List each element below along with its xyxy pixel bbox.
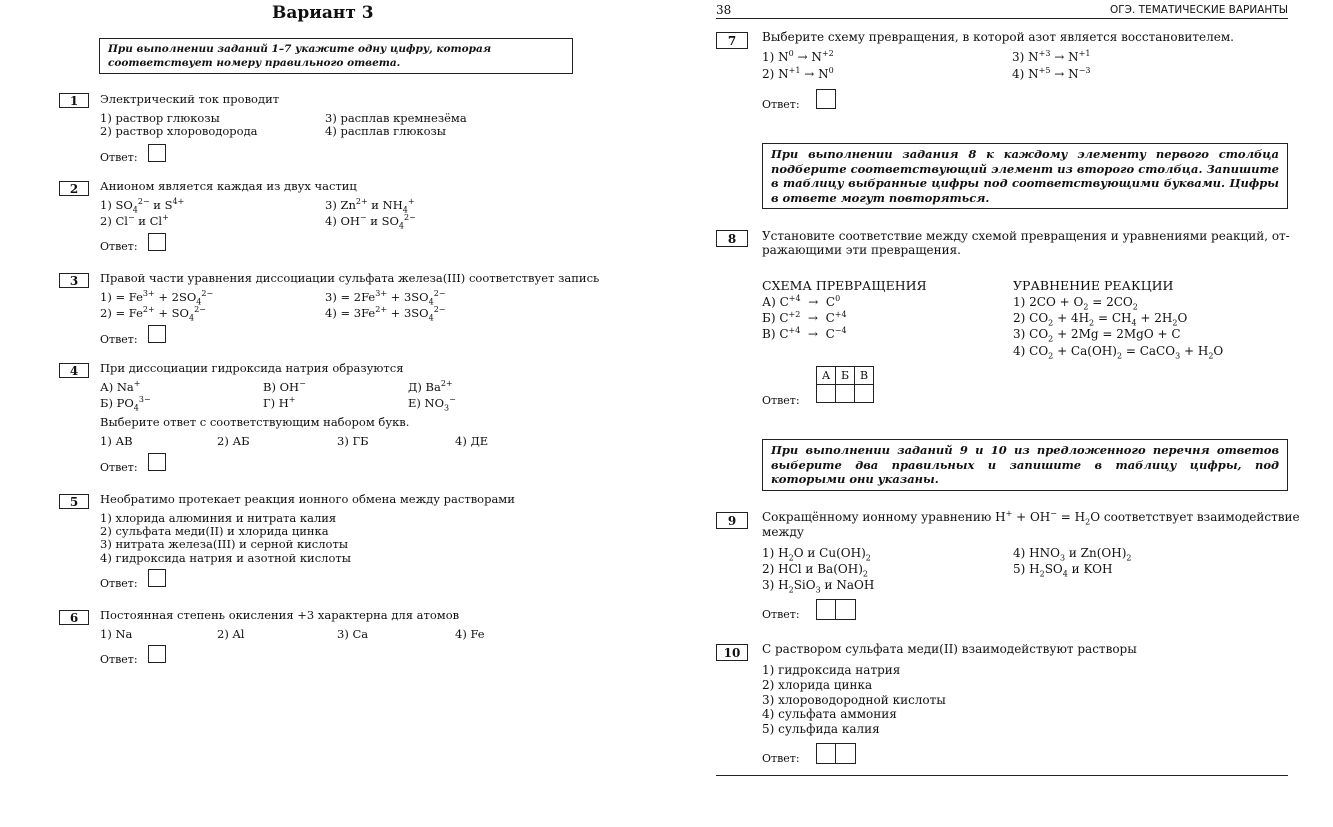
page-number: 38 [716,3,732,17]
q3-option-4: $4) = 3Fe^{2+} + 3SO_4^{2-}$ [325,305,446,323]
q8-scheme-a: А) $C^{+4} \to C^0$ [762,294,841,309]
q7-option-1: 1) $N^0 \to N^{+2}$ [762,49,834,64]
question-8-text-line2: ражающими эти превращения. [762,243,961,257]
instruction-box: При выполнении заданий 1–7 укажите одну цифру, которая соответствует номеру правильного ответа. [99,38,573,74]
right-page [666,0,1333,827]
q5-option-1: 1) хлорида алюминия и нитрата калия [100,511,337,525]
q2-option-1: 1) $SO_4^{2-}$ и $S^{4+}$ [100,197,185,215]
q6-option-3: 3) Ca [337,627,369,641]
q1-option-4: 4) расплав глюкозы [325,124,446,138]
q8-answer-cell-v[interactable] [855,385,874,403]
q8-answer-cell-b[interactable] [836,385,855,403]
q8-letter-a: А [817,367,836,385]
q4-ion-g: Г) H+ [263,395,296,410]
q7-option-2: 2) $N^{+1} \to N^0$ [762,66,834,81]
q2-answer-box[interactable] [148,233,166,251]
q7-answer-box[interactable] [816,89,836,109]
q1-option-1: 1) раствор глюкозы [100,111,220,125]
q9-option-3: 3) $H_2SiO_3$ и NaOH [762,578,875,595]
instruction-9-10-box: При выполнении заданий 9 и 10 из предложенного перечня ответов выберите два правильных и запишите в таблицу цифры, под которыми они указаны. [762,439,1288,491]
q10-answer-grid[interactable] [816,743,856,764]
question-number-3: 3 [59,273,89,288]
question-number-1: 1 [59,93,89,108]
q6-answer-label: Ответ: [100,653,138,666]
question-9-text: Сокращённому ионному уравнению $H^+ + OH^- = H_2O$ соответствует взаимодействие [762,509,1300,527]
q9-option-1: 1) $H_2O$ и $Cu(OH)_2$ [762,546,871,563]
q4-choice-2: 2) АБ [217,434,250,448]
instruction-8-box: При выполнении задания 8 к каждому элементу первого столбца подберите соответствующий элемент из второго столбца. Запишите в таблицу выбранные цифры под соответствующими буквами. Цифры в ответе могут повторяться. [762,143,1288,209]
q5-answer-box[interactable] [148,569,166,587]
q7-answer-label: Ответ: [762,98,800,111]
q5-option-3: 3) нитрата железа(III) и серной кислоты [100,537,348,551]
q8-column-2-header: УРАВНЕНИЕ РЕАКЦИИ [1013,278,1174,293]
q1-option-3: 3) расплав кремнезёма [325,111,467,125]
question-number-9: 9 [716,512,748,529]
question-8-text-line1: Установите соответствие между схемой превращения и уравнениями реакций, от- [762,229,1290,243]
q6-option-1: 1) Na [100,627,133,641]
question-7-text: Выберите схему превращения, в которой азот является восстановителем. [762,30,1234,44]
q1-option-2: 2) раствор хлороводорода [100,124,258,138]
q10-answer-label: Ответ: [762,752,800,765]
running-head: ОГЭ. ТЕМАТИЧЕСКИЕ ВАРИАНТЫ [1109,4,1288,16]
q1-answer-label: Ответ: [100,151,138,164]
q4-ion-d: Д) $Ba^{2+}$ [408,379,453,394]
question-number-6: 6 [59,610,89,625]
q9-answer-label: Ответ: [762,608,800,621]
q8-equation-1: 1) $2CO + O_2 = 2CO_2$ [1013,295,1138,312]
q8-scheme-v: В) $C^{+4} \to C^{-4}$ [762,326,847,341]
q9-option-4: 4) $HNO_3$ и $Zn(OH)_2$ [1013,546,1132,563]
q4-answer-label: Ответ: [100,461,138,474]
q8-letter-v: В [855,367,874,385]
q1-answer-box[interactable] [148,144,166,162]
q2-answer-label: Ответ: [100,240,138,253]
q8-answer-cell-a[interactable] [817,385,836,403]
question-number-10: 10 [716,644,748,661]
question-10-text: С раствором сульфата меди(II) взаимодействуют растворы [762,642,1137,656]
q4-choose-text: Выберите ответ с соответствующим набором букв. [100,415,410,429]
q8-letter-b: Б [836,367,855,385]
q4-choice-1: 1) АВ [100,434,133,448]
left-page [0,0,666,827]
question-number-8: 8 [716,230,748,247]
q5-option-4: 4) гидроксида натрия и азотной кислоты [100,551,351,565]
q2-option-2: 2) Cl− и Cl+ [100,213,169,228]
q7-option-4: 4) $N^{+5} \to N^{-3}$ [1012,66,1091,81]
q9-option-2: 2) HCl и $Ba(OH)_2$ [762,562,868,579]
q3-option-3: $3) = 2Fe^{3+} + 3SO_4^{2-}$ [325,289,446,307]
q8-equation-4: 4) $CO_2 + Ca(OH)_2$ = CaCO$_3$ + $H_2O$ [1013,344,1224,361]
q6-option-2: 2) Al [217,627,245,641]
q4-choice-3: 3) ГБ [337,434,369,448]
q9-answer-cell-2[interactable] [836,600,855,619]
q2-option-4: 4) OH− и $SO_4^{2-}$ [325,213,416,231]
q3-answer-box[interactable] [148,325,166,343]
footer-rule [716,775,1288,776]
q6-option-4: 4) Fe [455,627,485,641]
q8-column-1-header: СХЕМА ПРЕВРАЩЕНИЯ [762,278,927,293]
q10-option-4: 4) сульфата аммония [762,707,897,721]
question-number-2: 2 [59,181,89,196]
q5-option-2: 2) сульфата меди(II) и хлорида цинка [100,524,329,538]
q7-option-3: 3) $N^{+3} \to N^{+1}$ [1012,49,1091,64]
question-9-text-line2: между [762,525,804,539]
variant-title: Вариант 3 [272,3,374,23]
q8-answer-table [816,366,874,403]
q4-answer-box[interactable] [148,453,166,471]
q4-ion-e: Е) $NO_3^-$ [408,395,456,413]
question-1-text: Электрический ток проводит [100,92,280,106]
question-2-text: Анионом является каждая из двух частиц [100,179,357,193]
q10-answer-cell-2[interactable] [836,744,855,763]
q10-option-1: 1) гидроксида натрия [762,663,901,677]
q3-option-1: $1) = Fe^{3+} + 2SO_4^{2-}$ [100,289,214,307]
q10-option-2: 2) хлорида цинка [762,678,873,692]
question-6-text: Постоянная степень окисления +3 характерна для атомов [100,608,460,622]
q4-ion-a: А) Na+ [100,379,141,394]
question-5-text: Необратимо протекает реакция ионного обмена между растворами [100,492,515,506]
q8-equation-2: 2) $CO_2 + 4H_2 = CH_4 + 2H_2O$ [1013,311,1188,328]
q8-answer-label: Ответ: [762,394,800,407]
q5-answer-label: Ответ: [100,577,138,590]
q8-equation-3: 3) $CO_2 + 2Mg = 2MgO + C$ [1013,327,1181,344]
question-number-4: 4 [59,363,89,378]
header-rule [716,18,1288,19]
q6-answer-box[interactable] [148,645,166,663]
q8-scheme-b: Б) $C^{+2} \to C^{+4}$ [762,310,847,325]
question-3-text: Правой части уравнения диссоциации сульфата железа(III) соответствует запись [100,271,600,285]
q9-answer-cell-1[interactable] [817,600,836,619]
q3-option-2: $2) = Fe^{2+} + SO_4^{2-}$ [100,305,206,323]
q2-option-3: 3) $Zn^{2+}$ и $NH_4^+$ [325,197,415,215]
q9-answer-grid[interactable] [816,599,856,620]
q4-choice-4: 4) ДЕ [455,434,489,448]
q10-answer-cell-1[interactable] [817,744,836,763]
question-number-5: 5 [59,494,89,509]
q4-ion-v: В) OH− [263,379,306,394]
q10-option-3: 3) хлороводородной кислоты [762,693,946,707]
q3-answer-label: Ответ: [100,333,138,346]
question-4-text: При диссоциации гидроксида натрия образуются [100,361,404,375]
question-number-7: 7 [716,32,748,49]
q4-ion-b: Б) $PO_4^{3-}$ [100,395,151,413]
q9-option-5: 5) $H_2SO_4$ и KOH [1013,562,1113,579]
q10-option-5: 5) сульфида калия [762,722,880,736]
